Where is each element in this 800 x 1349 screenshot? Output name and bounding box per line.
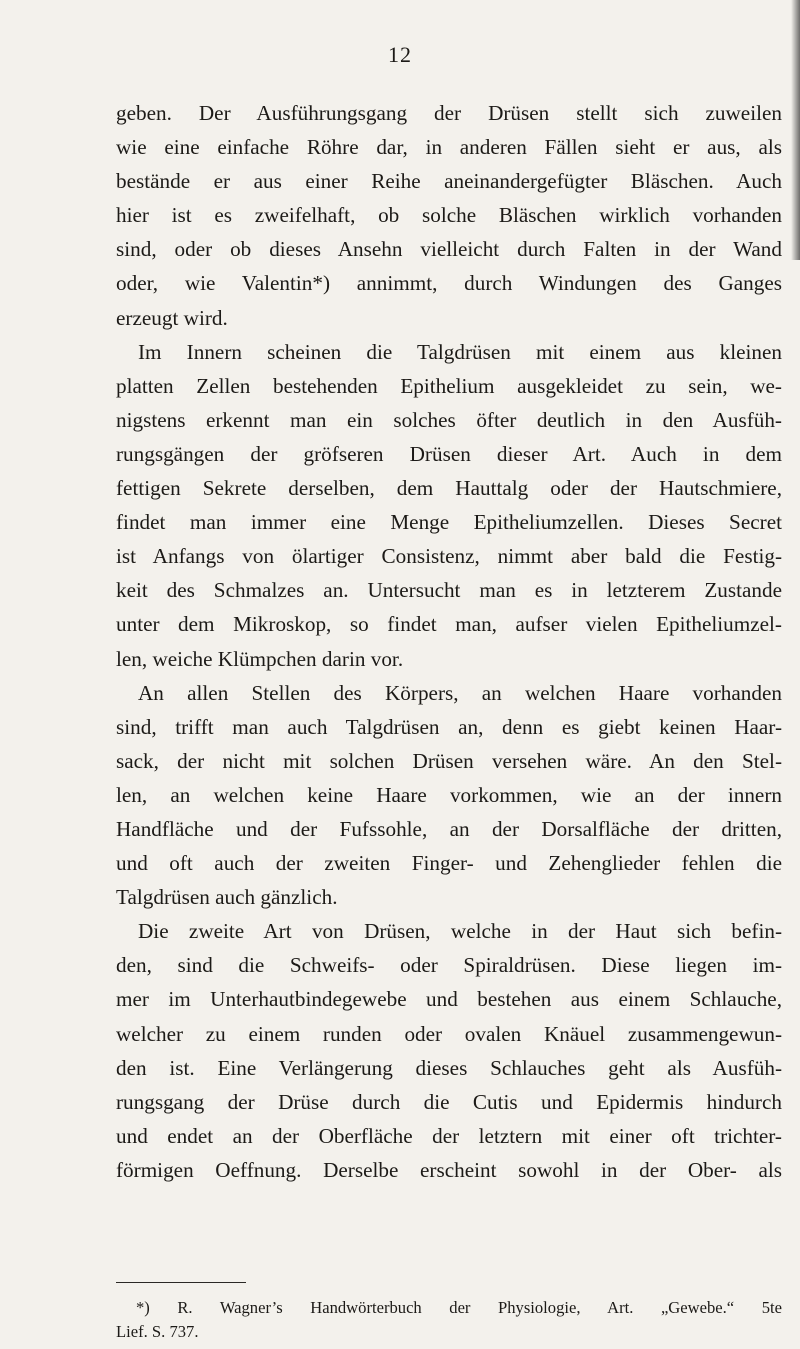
text-line: Handfläche und der Fufssohle, an der Dorsalfläche der dritten, [116, 816, 782, 841]
text-line: len, an welchen keine Haare vorkommen, wie an der innern [116, 782, 782, 807]
text-line: hier ist es zweifelhaft, ob solche Bläschen wirklich vorhanden [116, 203, 782, 228]
footnote-line: Lief. S. 737. [116, 1322, 199, 1341]
text-line: len, weiche Klümpchen darin vor. [116, 646, 404, 671]
text-line: ist Anfangs von ölartiger Consistenz, nimmt aber bald die Festig- [116, 544, 782, 569]
text-line: erzeugt wird. [116, 305, 228, 330]
footnote-line: *) R. Wagner’s Handwörterbuch der Physiologie, Art. „Gewebe.“ 5te [136, 1298, 782, 1317]
text-line: welcher zu einem runden oder ovalen Knäuel zusammengewun- [116, 1021, 782, 1046]
text-line: findet man immer eine Menge Epitheliumzellen. Dieses Secret [116, 510, 782, 535]
text-line: oder, wie Valentin*) annimmt, durch Windungen des Ganges [116, 271, 782, 296]
footnote-divider [116, 1282, 246, 1283]
text-line: Die zweite Art von Drüsen, welche in der Haut sich befin- [138, 919, 782, 944]
text-line: wie eine einfache Röhre dar, in anderen Fällen sieht er aus, als [116, 135, 782, 160]
text-line: nigstens erkennt man ein solches öfter deutlich in den Ausfüh- [116, 407, 782, 432]
text-line: rungsgängen der gröfseren Drüsen dieser Art. Auch in dem [116, 441, 782, 466]
text-line: sind, trifft man auch Talgdrüsen an, denn es giebt keinen Haar- [116, 714, 782, 739]
text-line: platten Zellen bestehenden Epithelium ausgekleidet zu sein, we- [116, 373, 782, 398]
text-line: geben. Der Ausführungsgang der Drüsen stellt sich zuweilen [116, 101, 782, 125]
text-line: Talgdrüsen auch gänzlich. [116, 885, 338, 910]
text-line: Im Innern scheinen die Talgdrüsen mit einem aus kleinen [138, 339, 782, 364]
text-line: bestände er aus einer Reihe aneinandergefügter Bläschen. Auch [116, 169, 782, 194]
page-edge-shadow [791, 0, 800, 260]
text-line: keit des Schmalzes an. Untersucht man es in letzterem Zustande [116, 578, 782, 603]
text-line: rungsgang der Drüse durch die Cutis und Epidermis hindurch [116, 1089, 782, 1114]
text-line: förmigen Oeffnung. Derselbe erscheint sowohl in der Ober- als [116, 1157, 782, 1182]
text-line: mer im Unterhautbindegewebe und bestehen aus einem Schlauche, [116, 987, 782, 1012]
text-line: fettigen Sekrete derselben, dem Hauttalg oder der Hautschmiere, [116, 476, 782, 501]
text-line: den, sind die Schweifs- oder Spiraldrüsen. Diese liegen im- [116, 953, 782, 978]
body-text [116, 96, 782, 1187]
text-line: sind, oder ob dieses Ansehn vielleicht durch Falten in der Wand [116, 237, 782, 262]
text-line: sack, der nicht mit solchen Drüsen versehen wäre. An den Stel- [116, 748, 782, 773]
text-line: und oft auch der zweiten Finger- und Zehenglieder fehlen die [116, 851, 782, 876]
text-line: den ist. Eine Verlängerung dieses Schlauches geht als Ausfüh- [116, 1055, 782, 1080]
page-number: 12 [388, 42, 412, 67]
text-line: An allen Stellen des Körpers, an welchen Haare vorhanden [138, 680, 782, 705]
text-line: unter dem Mikroskop, so findet man, aufser vielen Epitheliumzel- [116, 612, 782, 637]
footnote [116, 1296, 782, 1344]
text-line: und endet an der Oberfläche der letztern mit einer oft trichter- [116, 1123, 782, 1148]
